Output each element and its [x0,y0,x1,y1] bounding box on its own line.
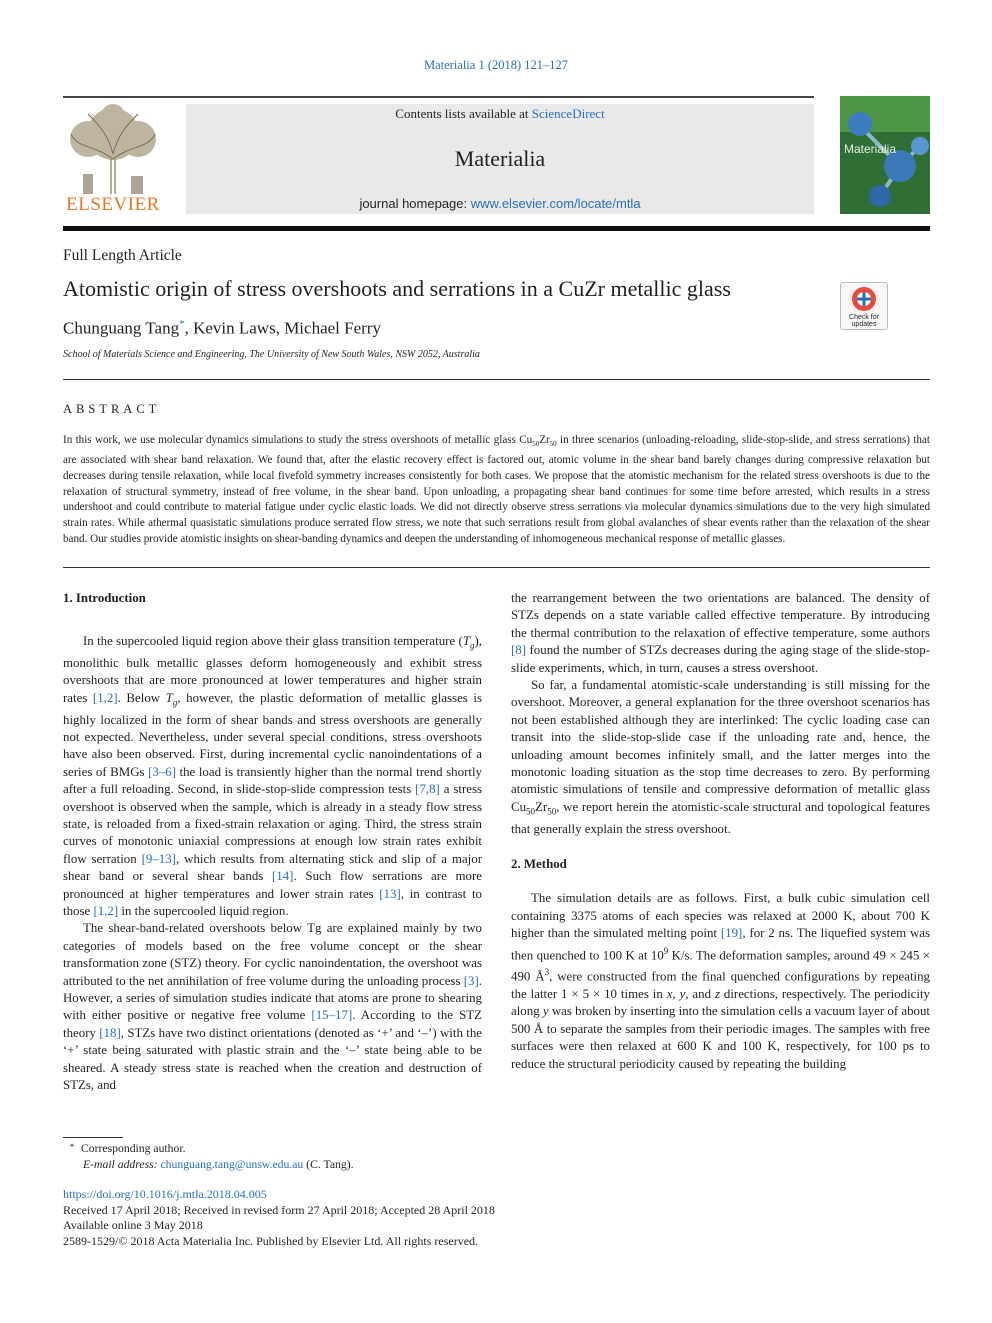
divider [63,379,930,380]
footnote-corresponding: * Corresponding author. [69,1142,186,1155]
reference-link[interactable]: [14] [272,869,294,884]
article-title: Atomistic origin of stress overshoots and serrations in a CuZr metallic glass [63,276,731,301]
reference-link[interactable]: [13] [379,886,401,901]
journal-name: Materialia [454,146,546,171]
available-online: Available online 3 May 2018 [63,1218,203,1232]
paragraph: So far, a fundamental atomistic-scale understanding is still missing for the overshoot. Moreover, a general explanation for the three overshoot scenarios has not been established although they are interlinked: The cyclic loading case can transit into the slide-stop-slide case if the unloading rate and, hence, the unloading amount becomes infinitely small, and the latter merges into the monotonic loading situation as the stop time decreases to zero. By performing atomistic simulations of tensile and compressive deformation of metallic glass $Cu_{50}Zr_{50}$, we report herein the atomistic-scale structural and topological features that generally explain the stress overshoot. [511,678,930,836]
contents-line: Contents lists available at ScienceDirect [395,106,605,121]
abstract-heading: ABSTRACT [63,402,161,416]
paragraph: the rearrangement between the two orientations are balanced. The density of STZs depends on a state variable called effective temperature. By introducing the thermal contribution to the relaxation of effective temperature, some authors [8] found the number of STZs decreases during the aging stage of the slide-stop-slide experiments, which, in turn, causes a stress overshoot. [511,591,930,675]
homepage-link[interactable]: www.elsevier.com/locate/mtla [470,196,641,211]
footnote-divider [63,1137,123,1138]
check-updates-line1: Check for [849,314,879,321]
reference-link[interactable]: [7,8] [415,782,440,797]
section-heading-introduction: 1. Introduction [63,591,146,605]
reference-link[interactable]: [15–17] [311,1008,353,1023]
elsevier-wordmark: ELSEVIER [66,194,160,215]
cover-title: Materialia [844,142,897,156]
abstract-text: In this work, we use molecular dynamics simulations to study the stress overshoots of metallic glass $Cu_{50}Zr_{50}$ in three scenarios (unloading-reloading, slide-stop-slide, and stress serrations) that are associated with shear band relaxation. We found that, after the elastic recovery effect is factored out, atomic volume in the shear band barely changes during compressive relaxation but decreases during tensile relaxation, while local fivefold symmetry increases consistently for both cases. We propose that the atomistic mechanism for the related stress overshoots is due to the relaxation of structural symmetry, instead of free volume, in the shear band. Upon unloading, a propagating shear band continues for some time before arrested, which results in a stress undershoot and could contribute to material fatigue under cyclic elastic loads. We did not directly observe stress serrations via molecular dynamics simulations due to the very high simulated strain rates. While athermal quasistatic simulations produce serrated flow stress, we note that such serrations result from global avalanches of shear events rather than the relaxation of the shear band. Our studies provide atomistic insights on shear-banding dynamics and deepen the understanding of inhomogeneous mechanical response of metallic glasses. [63,434,930,545]
reference-link[interactable]: [18] [99,1025,121,1040]
email-link[interactable]: chunguang.tang@unsw.edu.au [160,1158,304,1171]
header-divider [63,96,814,98]
affiliation: School of Materials Science and Engineering, The University of New South Wales, NSW 2052, Australia [63,349,480,360]
elsevier-logo [63,104,163,216]
reference-link[interactable]: [9–13] [141,851,176,866]
received-dates: Received 17 April 2018; Received in revised form 27 April 2018; Accepted 28 April 2018 [63,1203,495,1217]
article-type: Full Length Article [63,247,182,264]
corresponding-author-mark[interactable]: * [179,318,185,330]
paragraph: The shear-band-related overshoots below Tg are explained mainly by two categories of models based on the free volume concept or the shear transformation zone (STZ) theory. For cyclic nanoindentation, the overshoot was attributed to the net annihilation of free volume during the unloading process [3]. However, a series of simulation studies indicate that atoms are prone to shearing with either positive or negative free volume [15–17]. According to the STZ theory [18], STZs have two distinct orientations (denoted as ‘+’ and ‘–’) with the ‘+’ state being saturated with plastic strain and the ‘–’ state being able to be sheared. A steady stress state is reached when the creation and destruction of STZs, and [63,921,483,1093]
coauthors: , Kevin Laws, Michael Ferry [184,318,381,338]
paragraph: In the supercooled liquid region above their glass transition temperature $(T_g)$, monolithic bulk metallic glasses deform homogeneously and exhibit stress overshoots that are more pronounced at lower temperatures and higher strain rates [1,2]. Below $T_g$, however, the plastic deformation of metallic glasses is highly localized in the form of shear bands and stress overshoots are generally not expected. Nevertheless, under several special conditions, stress overshoots have also been observed. First, during incremental cyclic nanoindentations of a series of BMGs [3–6] the load is transiently higher than the normal trend shortly after a full reloading. Second, in slide-stop-slide compression tests [7,8] a stress overshoot is observed when the sample, which is already in a steady flow stress state, is reloaded from a fixed-strain relaxation or aging. Third, the stress strain curves of monotonic uniaxial compressions at enough low strain rates exhibit flow serration [9–13], which results from alternating stick and slip of a major shear band or several shear bands [14]. Such flow serrations are more pronounced at higher temperatures and lower strain rates [13], in contrast to those [1,2] in the supercooled liquid region. [63,633,483,919]
sciencedirect-link[interactable]: ScienceDirect [531,106,605,121]
reference-link[interactable]: [3] [463,973,479,988]
reference-link[interactable]: [8] [511,643,527,658]
journal-cover[interactable] [840,96,930,214]
divider [63,567,930,568]
left-column [63,590,482,1095]
reference-link[interactable]: [3–6] [148,764,176,779]
reference-link[interactable]: [19] [720,926,743,941]
copyright: 2589-1529/© 2018 Acta Materialia Inc. Published by Elsevier Ltd. All rights reserved. [63,1234,479,1248]
journal-citation[interactable]: Materialia 1 (2018) 121–127 [423,58,569,72]
footnote-email: E-mail address: chunguang.tang@unsw.edu.au (C. Tang). [83,1158,354,1171]
check-for-updates-button[interactable] [840,282,888,330]
reference-link[interactable]: [1,2] [92,690,118,705]
author-list [63,318,381,339]
journal-homepage: journal homepage: www.elsevier.com/locate/mtla [359,196,641,211]
section-heading-method: 2. Method [511,856,567,871]
crossmark-icon [851,286,877,312]
check-updates-line2: updates [851,321,877,328]
doi-link[interactable]: https://doi.org/10.1016/j.mtla.2018.04.005 [63,1187,267,1201]
paragraph: The simulation details are as follows. First, a bulk cubic simulation cell containing 3375 atoms of each species was relaxed at 2000 K, about 700 K higher than the simulated melting point [19], for 2 ns. The liquefied system was then quenched to 100 K at $10^9$ K/s. The deformation samples, around 49 × 245 × 490 $Å^3$, were constructed from the final quenched configurations by repeating the latter 1 × 5 × 10 times in x, y, and z directions, respectively. The periodicity along y was broken by inserting into the simulation cells a vacuum layer of about 500 Å to separate the samples from their periodic images. The samples with free surfaces were then relaxed at 600 K and 100 K, respectively, for 100 ps to reduce the structural periodicity caused by repeating the building [511,891,931,1071]
header-thick-rule [63,226,930,231]
reference-link[interactable]: [1,2] [93,904,119,919]
right-column [511,590,930,1073]
author-name: Chunguang Tang [63,318,180,338]
